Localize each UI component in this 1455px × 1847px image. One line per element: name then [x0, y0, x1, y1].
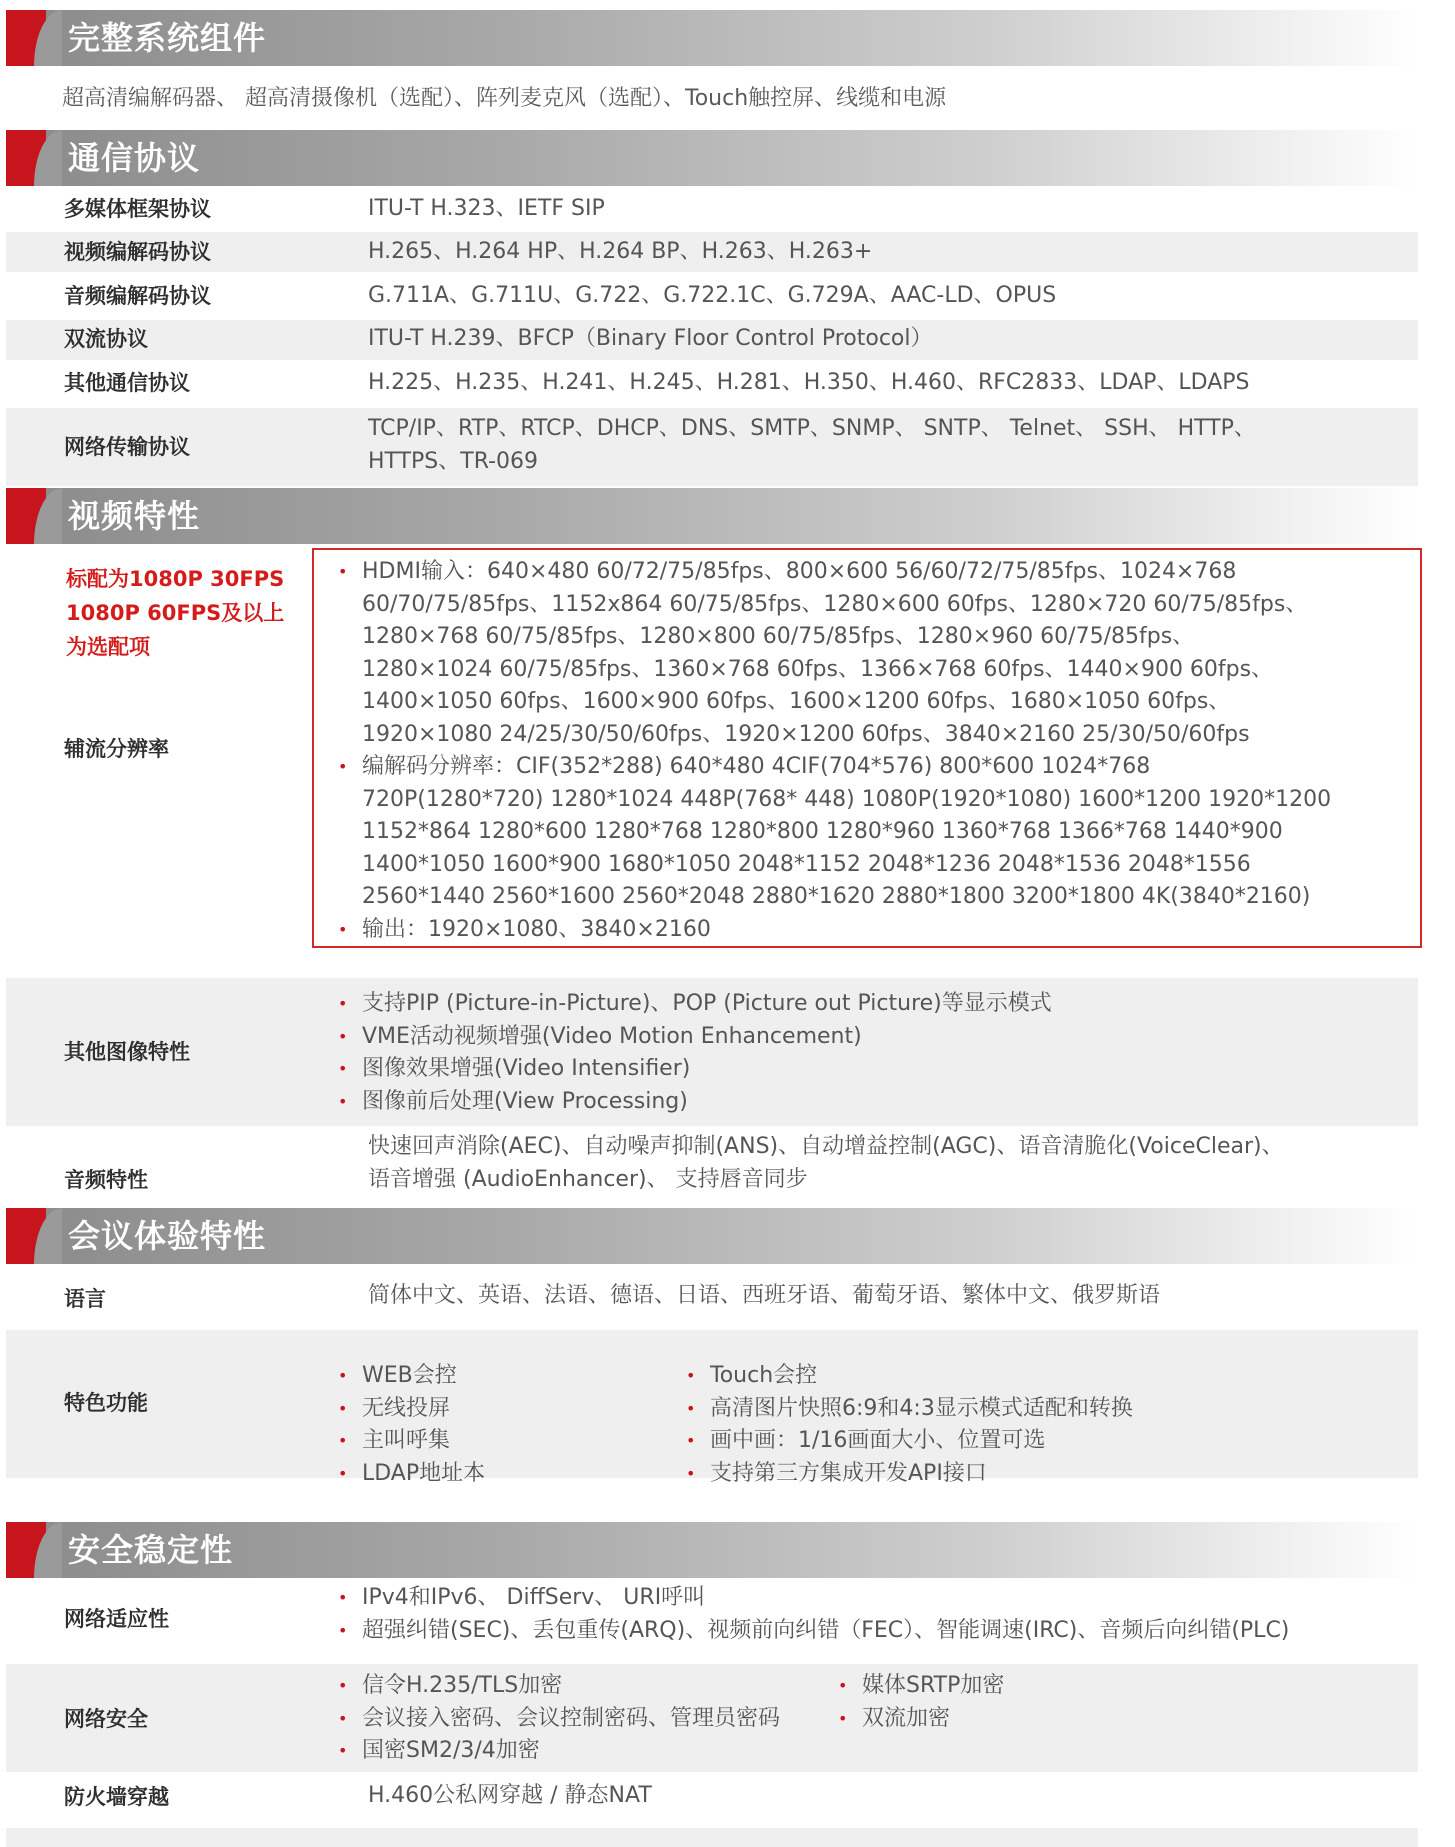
- section-header-security: [6, 1522, 1418, 1578]
- row-value: ITU-T H.323、IETF SIP: [368, 196, 605, 221]
- table-row: [6, 408, 1418, 486]
- table-row: [6, 1128, 1418, 1206]
- list-item: • 高清图片快照6:9和4:3显示模式适配和转换: [686, 1393, 1133, 1426]
- net-security-list-left: [338, 1670, 780, 1768]
- list-item: • WEB会控: [338, 1360, 485, 1393]
- section-title: 会议体验特性: [68, 1217, 267, 1255]
- row-label: 特色功能: [64, 1391, 148, 1415]
- optional-note-line: 标配为1080P 30FPS: [66, 567, 285, 591]
- section-header-protocols: [6, 130, 1418, 186]
- list-item: • Touch会控: [686, 1360, 1133, 1393]
- row-label: 音频特性: [64, 1168, 148, 1192]
- list-item: • 支持第三方集成开发API接口: [686, 1458, 1133, 1491]
- section-header-meeting: [6, 1208, 1418, 1264]
- section-title: 视频特性: [68, 497, 201, 535]
- list-item: • 输出：1920×1080、3840×2160: [338, 914, 1331, 947]
- table-row: [6, 276, 1418, 316]
- row-value-line1: 快速回声消除(AEC)、自动噪声抑制(ANS)、自动增益控制(AGC)、语音清脆化(VoiceClear)、: [368, 1134, 1284, 1159]
- table-row: [6, 1274, 1418, 1326]
- row-value: H.265、H.264 HP、H.264 BP、H.263、H.263+: [368, 239, 873, 264]
- list-item-continuation: 1280×1024 60/75/85fps、1360×768 60fps、1366×768 60fps、1440×900 60fps、: [362, 656, 1274, 682]
- list-item: • 媒体SRTP加密: [838, 1670, 1004, 1703]
- list-item: • LDAP地址本: [338, 1458, 485, 1491]
- list-item: • VME活动视频增强(Video Motion Enhancement): [338, 1021, 1052, 1054]
- row-label: 语言: [64, 1287, 106, 1311]
- components-text: 超高清编解码器、 超高清摄像机（选配）、阵列麦克风（选配）、Touch触控屏、线缆和电源: [62, 86, 947, 111]
- list-item: • 双流加密: [838, 1703, 1004, 1736]
- list-item: • 国密SM2/3/4加密: [338, 1735, 780, 1768]
- optional-note-line: 为选配项: [66, 635, 150, 659]
- list-item: • 支持PIP (Picture-in-Picture)、POP (Picture out Picture)等显示模式: [338, 988, 1052, 1021]
- row-value: 简体中文、英语、法语、德语、日语、西班牙语、葡萄牙语、繁体中文、俄罗斯语: [368, 1283, 1161, 1308]
- row-value: H.225、H.235、H.241、H.245、H.281、H.350、H.460、RFC2833、LDAP、LDAPS: [368, 370, 1250, 395]
- list-item: • 编解码分辨率：CIF(352*288) 640*480 4CIF(704*576) 800*600 1024*768: [338, 751, 1331, 784]
- row-label: 网络适应性: [64, 1607, 169, 1631]
- row-label: 网络安全: [64, 1707, 148, 1731]
- row-value-line1: TCP/IP、RTP、RTCP、DHCP、DNS、SMTP、SNMP、 SNTP、 Telnet、 SSH、 HTTP、: [368, 416, 1256, 441]
- list-item: • IPv4和IPv6、 DiffServ、 URI呼叫: [338, 1582, 1289, 1615]
- row-label: 防火墙穿越: [64, 1785, 169, 1809]
- net-security-list-right: [838, 1670, 1004, 1735]
- optional-note-line: 1080P 60FPS及以上: [66, 601, 285, 625]
- row-value: H.460公私网穿越 / 静态NAT: [368, 1783, 652, 1808]
- list-item-continuation: 2560*1440 2560*1600 2560*2048 2880*1620 2880*1800 3200*1800 4K(3840*2160): [362, 884, 1311, 909]
- list-item: • 图像前后处理(View Processing): [338, 1086, 1052, 1119]
- section-title: 完整系统组件: [68, 19, 267, 57]
- list-item: • 会议接入密码、会议控制密码、管理员密码: [338, 1703, 780, 1736]
- table-row: [6, 364, 1418, 404]
- section-header-video: [6, 488, 1418, 544]
- section-title: 通信协议: [68, 139, 201, 177]
- row-label: 音频编解码协议: [64, 284, 211, 308]
- row-label: 其他图像特性: [64, 1040, 190, 1064]
- row-label: 其他通信协议: [64, 371, 190, 395]
- list-item: • 无线投屏: [338, 1393, 485, 1426]
- image-features-list: [338, 988, 1052, 1118]
- row-value: G.711A、G.711U、G.722、G.722.1C、G.729A、AAC-LD、OPUS: [368, 283, 1057, 308]
- features-list-right: [686, 1360, 1133, 1490]
- table-row: [6, 232, 1418, 272]
- row-label: 多媒体框架协议: [64, 197, 211, 221]
- row-value-line2: 语音增强 (AudioEnhancer)、 支持唇音同步: [368, 1167, 808, 1192]
- table-row-partial: [6, 1828, 1418, 1847]
- optional-note: [66, 562, 284, 664]
- list-item-continuation: 60/70/75/85fps、1152x864 60/75/85fps、1280×600 60fps、1280×720 60/75/85fps、: [362, 591, 1308, 617]
- list-item: • 超强纠错(SEC)、丢包重传(ARQ)、视频前向纠错（FEC）、智能调速(IRC)、音频后向纠错(PLC): [338, 1615, 1289, 1648]
- list-item-continuation: 1920×1080 24/25/30/50/60fps、1920×1200 60fps、3840×2160 25/30/50/60fps: [362, 721, 1250, 747]
- network-adapt-list: [338, 1582, 1289, 1647]
- row-value-line2: HTTPS、TR-069: [368, 449, 539, 474]
- list-item-continuation: 1400*1050 1600*900 1680*1050 2048*1152 2048*1236 2048*1536 2048*1556: [362, 851, 1251, 877]
- list-item: • 画中画：1/16画面大小、位置可选: [686, 1425, 1133, 1458]
- row-label: 视频编解码协议: [64, 240, 211, 264]
- table-row: [6, 188, 1418, 230]
- resolution-list: [338, 556, 1331, 946]
- row-label: 双流协议: [64, 327, 148, 351]
- list-item: • 主叫呼集: [338, 1425, 485, 1458]
- list-item: • 信令H.235/TLS加密: [338, 1670, 780, 1703]
- table-row: [6, 320, 1418, 360]
- list-item: • 图像效果增强(Video Intensifier): [338, 1053, 1052, 1086]
- features-list-left: [338, 1360, 485, 1490]
- row-label: 网络传输协议: [64, 435, 190, 459]
- row-label: 辅流分辨率: [64, 737, 169, 761]
- list-item: • HDMI输入：640×480 60/72/75/85fps、800×600 56/60/72/75/85fps、1024×768: [338, 556, 1331, 589]
- list-item-continuation: 1152*864 1280*600 1280*768 1280*800 1280*960 1360*768 1366*768 1440*900: [362, 819, 1283, 844]
- list-item-continuation: 1400×1050 60fps、1600×900 60fps、1600×1200 60fps、1680×1050 60fps、: [362, 689, 1231, 714]
- section-header-components: [6, 10, 1418, 66]
- list-item-continuation: 720P(1280*720) 1280*1024 448P(768* 448) 1080P(1920*1080) 1600*1200 1920*1200: [362, 786, 1332, 812]
- list-item-continuation: 1280×768 60/75/85fps、1280×800 60/75/85fps、1280×960 60/75/85fps、: [362, 624, 1195, 649]
- table-row: [6, 1774, 1418, 1820]
- section-title: 安全稳定性: [68, 1531, 234, 1569]
- row-value: ITU-T H.239、BFCP（Binary Floor Control Protocol）: [368, 326, 933, 351]
